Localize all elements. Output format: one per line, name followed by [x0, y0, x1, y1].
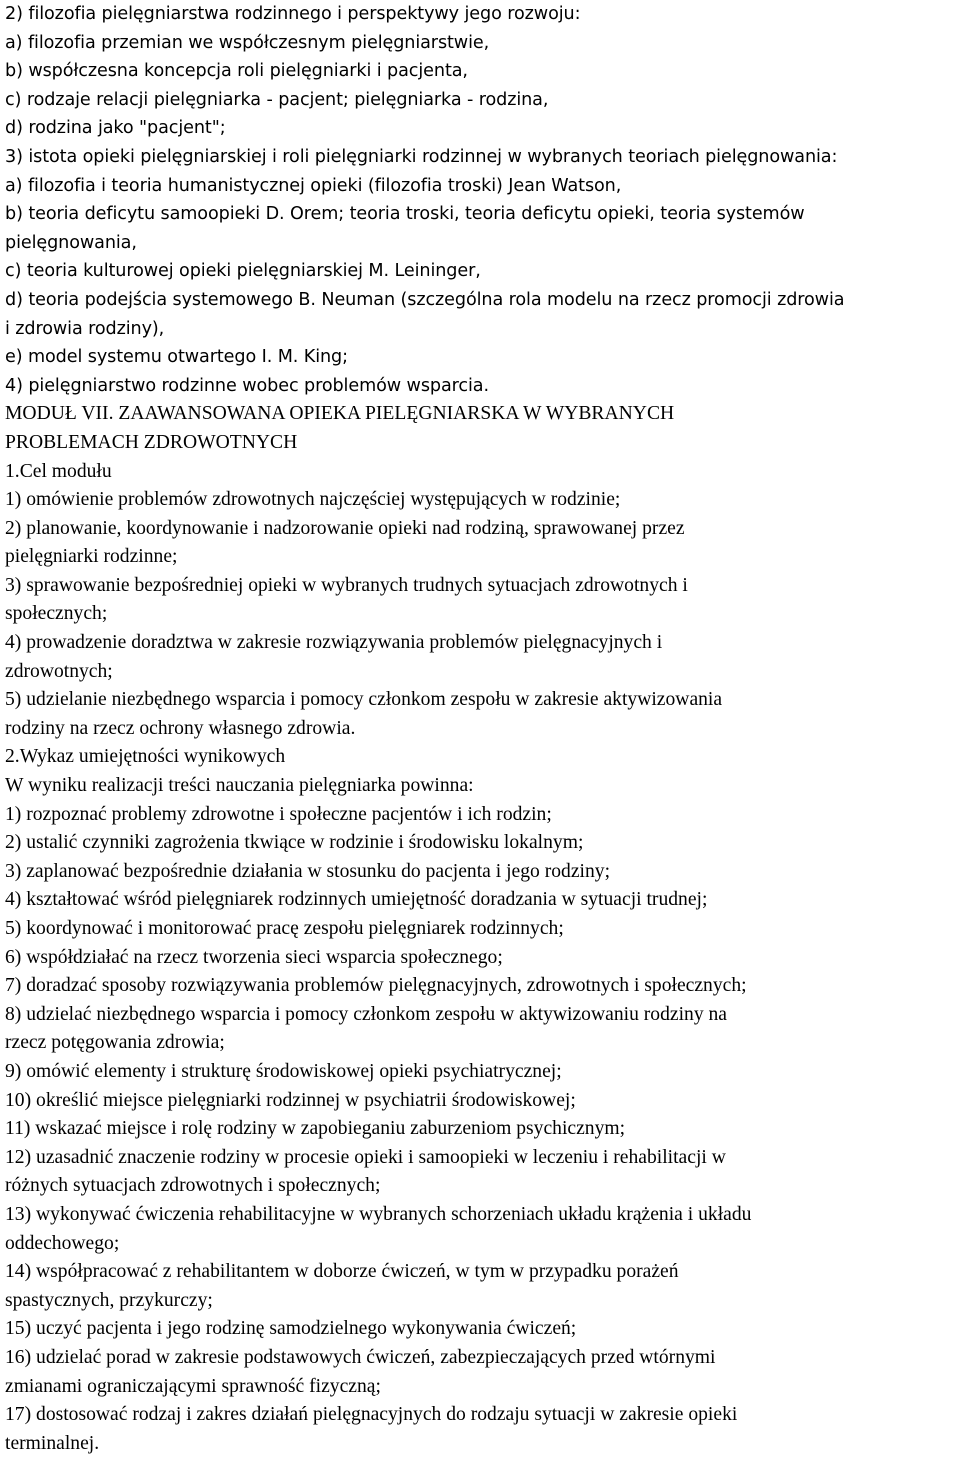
text-line: 6) współdziałać na rzecz tworzenia sieci wsparcia społecznego;: [5, 946, 503, 968]
text-line: 4) prowadzenie doradztwa w zakresie rozwiązywania problemów pielęgnacyjnych i: [5, 632, 663, 654]
text-line: e) model systemu otwartego I. M. King;: [5, 347, 348, 368]
text-line: 1) omówienie problemów zdrowotnych najczęściej występujących w rodzinie;: [5, 489, 621, 511]
text-line: rzecz potęgowania zdrowia;: [5, 1032, 225, 1054]
text-line: terminalnej.: [5, 1432, 100, 1454]
document-page: [5, 0, 957, 1458]
text-line: społecznych;: [5, 603, 108, 625]
text-line: b) teoria deficytu samoopieki D. Orem; teoria troski, teoria deficytu opieki, teoria systemów: [5, 204, 805, 225]
text-line: 14) współpracować z rehabilitantem w doborze ćwiczeń, w tym w przypadku porażeń: [5, 1261, 679, 1283]
text-line: oddechowego;: [5, 1232, 120, 1254]
text-line: spastycznych, przykurczy;: [5, 1289, 213, 1311]
text-line: 5) udzielanie niezbędnego wsparcia i pomocy członkom zespołu w zakresie aktywizowania: [5, 689, 723, 711]
text-line: pielęgniarki rodzinne;: [5, 546, 178, 568]
text-line: rodziny na rzecz ochrony własnego zdrowia.: [5, 717, 356, 739]
text-line: 3) istota opieki pielęgniarskiej i roli pielęgniarki rodzinnej w wybranych teoriach pielęgnowania:: [5, 146, 838, 167]
text-line: zmianami ograniczającymi sprawność fizyczną;: [5, 1375, 381, 1397]
text-line: 16) udzielać porad w zakresie podstawowych ćwiczeń, zabezpieczających przed wtórnymi: [5, 1346, 716, 1368]
text-line: 8) udzielać niezbędnego wsparcia i pomocy członkom zespołu w aktywizowaniu rodziny na: [5, 1003, 728, 1025]
text-line: zdrowotnych;: [5, 660, 113, 682]
text-line: 1) rozpoznać problemy zdrowotne i społeczne pacjentów i ich rodzin;: [5, 803, 552, 825]
text-line: 10) określić miejsce pielęgniarki rodzinnej w psychiatrii środowiskowej;: [5, 1089, 576, 1111]
text-line: a) filozofia i teoria humanistycznej opieki (filozofia troski) Jean Watson,: [5, 175, 622, 196]
text-line: 3) sprawowanie bezpośredniej opieki w wybranych trudnych sytuacjach zdrowotnych i: [5, 574, 688, 596]
text-line: a) filozofia przemian we współczesnym pielęgniarstwie,: [5, 32, 490, 53]
text-line: PROBLEMACH ZDROWOTNYCH: [5, 431, 298, 453]
text-line: 2) planowanie, koordynowanie i nadzorowanie opieki nad rodziną, sprawowanej przez: [5, 517, 685, 539]
text-line: 2.Wykaz umiejętności wynikowych: [5, 746, 286, 768]
text-line: i zdrowia rodziny),: [5, 318, 165, 339]
text-line: 4) pielęgniarstwo rodzinne wobec problemów wsparcia.: [5, 375, 489, 396]
text-line: 2) ustalić czynniki zagrożenia tkwiące w rodzinie i środowisku lokalnym;: [5, 832, 584, 854]
text-line: 7) doradzać sposoby rozwiązywania problemów pielęgnacyjnych, zdrowotnych i społecznych;: [5, 975, 747, 997]
text-line: 13) wykonywać ćwiczenia rehabilitacyjne w wybranych schorzeniach układu krążenia i układu: [5, 1203, 752, 1225]
text-line: 5) koordynować i monitorować pracę zespołu pielęgniarek rodzinnych;: [5, 918, 564, 939]
text-line: 12) uzasadnić znaczenie rodziny w procesie opieki i samoopieki w leczeniu i rehabilitacji w: [5, 1146, 726, 1168]
text-line: 1.Cel modułu: [5, 460, 112, 482]
text-line: 2) filozofia pielęgniarstwa rodzinnego i perspektywy jego rozwoju:: [5, 4, 581, 24]
text-line: d) rodzina jako "pacjent";: [5, 118, 226, 139]
text-line: 17) dostosować rodzaj i zakres działań pielęgnacyjnych do rodzaju sytuacji w zakresie opieki: [5, 1404, 738, 1426]
text-line: 9) omówić elementy i strukturę środowiskowej opieki psychiatrycznej;: [5, 1060, 562, 1082]
text-line: c) rodzaje relacji pielęgniarka - pacjent; pielęgniarka - rodzina,: [5, 89, 549, 110]
text-line: d) teoria podejścia systemowego B. Neuman (szczególna rola modelu na rzecz promocji zdrowia: [5, 289, 845, 310]
text-line: c) teoria kulturowej opieki pielęgniarskiej M. Leininger,: [5, 261, 481, 282]
text-line: 11) wskazać miejsce i rolę rodziny w zapobieganiu zaburzeniom psychicznym;: [5, 1118, 626, 1140]
text-line: pielęgnowania,: [5, 232, 137, 253]
text-line: 3) zaplanować bezpośrednie działania w stosunku do pacjenta i jego rodziny;: [5, 860, 611, 882]
text-line: b) współczesna koncepcja roli pielęgniarki i pacjenta,: [5, 61, 468, 82]
text-line: MODUŁ VII. ZAAWANSOWANA OPIEKA PIELĘGNIARSKA W WYBRANYCH: [5, 403, 675, 425]
text-line: W wyniku realizacji treści nauczania pielęgniarka powinna:: [5, 775, 474, 797]
text-line: różnych sytuacjach zdrowotnych i społecznych;: [5, 1175, 381, 1197]
text-line: 15) uczyć pacjenta i jego rodzinę samodzielnego wykonywania ćwiczeń;: [5, 1318, 577, 1340]
text-line: 4) kształtować wśród pielęgniarek rodzinnych umiejętność doradzania w sytuacji trudnej;: [5, 889, 708, 911]
